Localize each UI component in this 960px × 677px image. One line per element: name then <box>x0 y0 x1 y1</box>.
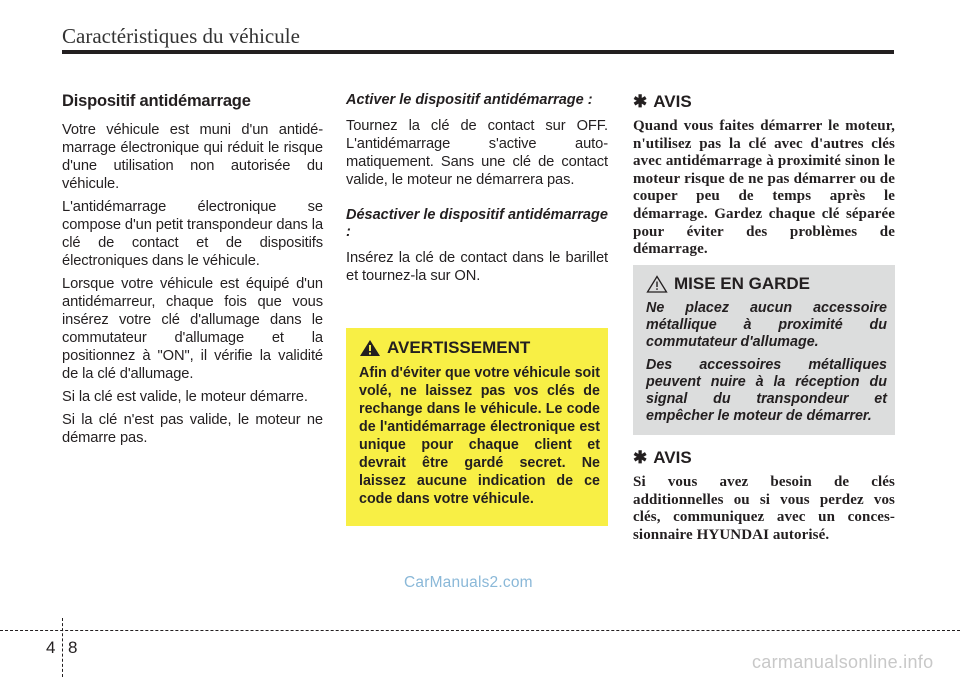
avis-heading-2 <box>633 448 895 468</box>
paragraph: Si la clé n'est pas valide, le moteur ne démarre pas. <box>62 412 323 446</box>
column-3 <box>633 92 895 259</box>
warning-triangle-icon <box>359 339 381 357</box>
avis-title: AVIS <box>653 92 692 111</box>
avis-cross-icon: ✱ <box>633 92 648 111</box>
paragraph: Si la clé est valide, le moteur démarre. <box>62 389 308 405</box>
caution-box <box>633 265 895 435</box>
page-section-number: 4 <box>46 638 56 657</box>
caution-title: MISE EN GARDE <box>674 274 811 293</box>
caution-heading <box>646 274 887 294</box>
footer-divider <box>0 630 960 631</box>
avis-heading <box>633 92 895 112</box>
activate-text: Tournez la clé de contact sur OFF. L'antidémarrage s'active auto-matiquement. Sans une clé de contact valide, le moteur ne démarrera pas. <box>346 118 608 188</box>
activate-heading: Activer le dispositif antidémarrage : <box>346 92 593 108</box>
caution-text-2: Des accessoires métalliques peuvent nuire à la réception du signal du transpondeur et empêcher le moteur de démarrer. <box>646 357 887 424</box>
page-number: 8 <box>68 638 78 657</box>
avis-cross-icon: ✱ <box>633 448 648 467</box>
paragraph: Lorsque votre véhicule est équipé d'un antidémarreur, chaque fois que vous insérez votre clé d'allumage dans le commutateur d'allumage et la positionnez à "ON", il vérifie la validité de la clé d'allumage. <box>62 276 323 382</box>
deactivate-text: Insérez la clé de contact dans le barillet et tournez-la sur ON. <box>346 250 608 284</box>
avis-title-2: AVIS <box>653 448 692 467</box>
footer-site-logo[interactable]: carmanualsonline.info <box>752 652 934 672</box>
warning-box <box>346 328 608 526</box>
header-title: Caractéristiques du véhicule <box>62 24 300 48</box>
section-heading: Dispositif antidémarrage <box>62 92 251 110</box>
caution-text-1: Ne placez aucun accessoire métallique à proximité du commutateur d'allumage. <box>646 300 887 350</box>
deactivate-heading: Désactiver le dispositif antidémarrage : <box>346 207 608 240</box>
avis-section-2 <box>633 448 895 544</box>
warning-text: Afin d'éviter que votre véhicule soit volé, ne laissez pas vos clés de rechange dans le véhicule. Le code de l'antidémarrage électronique est unique pour chaque client et devrait être gardé secret. Ne laissez aucune indication de ce code dans votre véhicule. <box>359 365 600 507</box>
footer-vertical-divider <box>62 618 63 677</box>
column-2 <box>346 92 608 290</box>
warning-heading <box>359 338 600 358</box>
avis-text: Quand vous faites démarrer le moteur, n'utilisez pas la clé avec d'autres clés avec antidémarrage à proximité sinon le moteur risque de ne pas démarrer ou de couper peu de temps après le démarrage. Gardez chaque clé séparée pour éviter des problèmes de démarrage. <box>633 118 895 258</box>
header-rule <box>62 50 894 54</box>
paragraph: L'antidémarrage électronique se compose d'un petit transpondeur dans la clé de contact et de dispositifs électroniques dans le véhicule. <box>62 199 324 269</box>
caution-triangle-icon <box>646 275 668 293</box>
watermark-link[interactable]: CarManuals2.com <box>404 574 533 591</box>
paragraph: Votre véhicule est muni d'un antidé-marrage électronique qui réduit le risque d'une utilisation non autorisée du véhicule. <box>62 122 323 192</box>
avis-text-2: Si vous avez besoin de clés additionnelles ou si vous perdez vos clés, communiquez avec un conces-sionnaire HYUNDAI autorisé. <box>633 474 895 543</box>
warning-title: AVERTISSEMENT <box>387 338 531 357</box>
column-1 <box>62 92 323 452</box>
